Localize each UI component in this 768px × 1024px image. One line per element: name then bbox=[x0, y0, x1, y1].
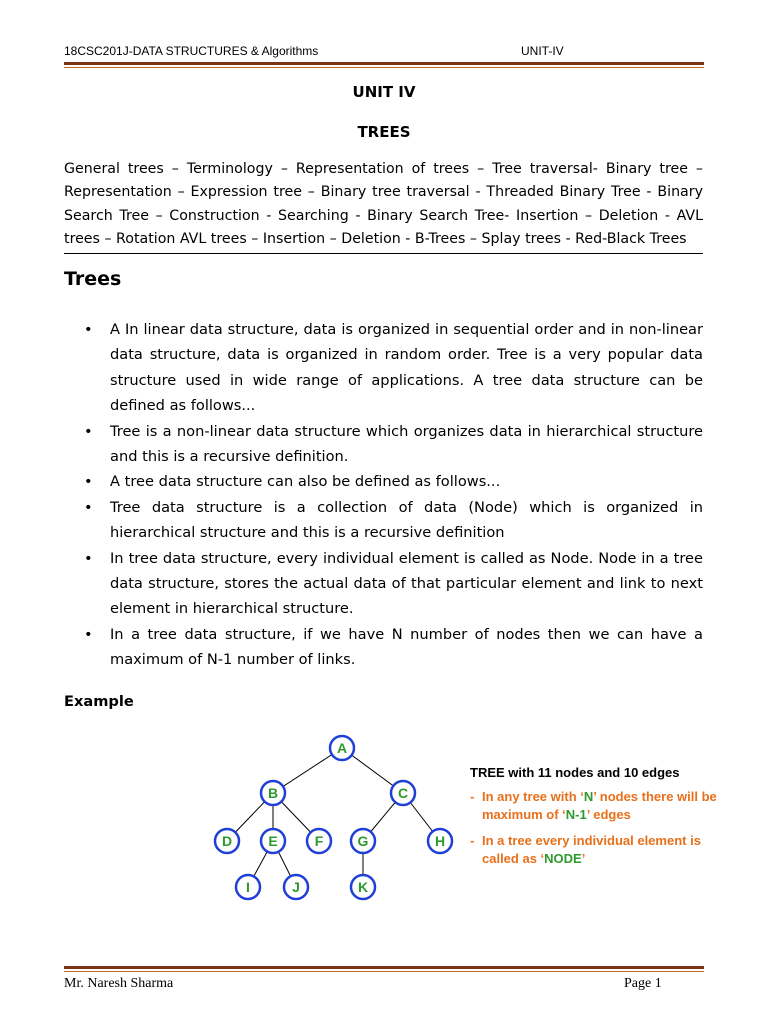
note1-text-c: ’ edges bbox=[586, 807, 631, 822]
bullet-text: A In linear data structure, data is organized in sequential order and in non-linear data structure, data is organized in random order. Tree is a very popular data structure used in wide range of applications. A tree data structure can be defined as follows... bbox=[110, 321, 703, 415]
bullet-text: Tree is a non-linear data structure which organizes data in hierarchical structure and this is a recursive definition. bbox=[110, 422, 703, 466]
tree-node-e bbox=[261, 829, 285, 853]
bullet-text: A tree data structure can also be defined as follows... bbox=[110, 473, 501, 491]
tree-node-label: B bbox=[267, 785, 279, 801]
note1-highlight-n-1: N-1 bbox=[565, 807, 587, 822]
bullet-icon: • bbox=[84, 473, 93, 491]
tree-node-g bbox=[351, 829, 375, 853]
tree-node-label: A bbox=[336, 740, 348, 756]
footer-author: Mr. Naresh Sharma bbox=[64, 976, 174, 991]
unit-title: UNIT IV bbox=[352, 83, 416, 101]
bullet-icon: • bbox=[84, 625, 93, 643]
bullet-icon: • bbox=[84, 549, 93, 567]
note-dash: - bbox=[470, 789, 475, 804]
tree-note-node bbox=[470, 832, 720, 868]
list-item bbox=[64, 419, 703, 470]
syllabus-paragraph: General trees – Terminology – Representation of trees – Tree traversal- Binary tree – Representation – Expression tree – Binary tree traversal - Threaded Binary Tree - Binary Search Tree – Construction - Searching - Binary Search Tree- Insertion – Deletion - AVL trees – Rotation AVL trees – Insertion – Deletion - B-Trees – Splay trees - Red-Black Trees bbox=[64, 158, 703, 254]
tree-node-label: C bbox=[397, 785, 409, 801]
section-heading: Trees bbox=[64, 268, 122, 290]
tree-node-a bbox=[330, 736, 354, 760]
tree-node-i bbox=[236, 875, 260, 899]
tree-nodes bbox=[215, 736, 452, 899]
tree-node-f bbox=[307, 829, 331, 853]
list-item bbox=[64, 317, 703, 419]
example-label: Example bbox=[64, 693, 134, 710]
header-unit: UNIT-IV bbox=[521, 44, 564, 58]
tree-node-c bbox=[391, 781, 415, 805]
tree-node-b bbox=[261, 781, 285, 805]
tree-notes bbox=[470, 764, 720, 876]
tree-note-edges bbox=[470, 788, 720, 824]
tree-node-label: G bbox=[357, 833, 369, 849]
note2-text-b: ’ bbox=[581, 851, 586, 866]
list-item bbox=[64, 469, 703, 494]
bullet-text: In a tree data structure, if we have N number of nodes then we can have a maximum of N-1 number of links. bbox=[110, 625, 703, 669]
tree-node-j bbox=[284, 875, 308, 899]
note1-highlight-n: N bbox=[583, 789, 594, 804]
list-item bbox=[64, 622, 703, 673]
note1-text-a: In any tree with ‘ bbox=[482, 789, 584, 804]
tree-node-label: J bbox=[292, 879, 300, 895]
tree-node-label: E bbox=[268, 833, 278, 849]
topic-title: TREES bbox=[357, 123, 411, 141]
bullet-icon: • bbox=[84, 321, 93, 338]
bullet-list bbox=[64, 317, 703, 673]
bullet-icon: • bbox=[84, 498, 93, 516]
header-course: 18CSC201J-DATA STRUCTURES & Algorithms bbox=[64, 44, 319, 58]
tree-caption: TREE with 11 nodes and 10 edges bbox=[470, 765, 680, 780]
note-dash: - bbox=[470, 833, 475, 848]
tree-diagram bbox=[205, 730, 465, 910]
bullet-text: In tree data structure, every individual element is called as Node. Node in a tree data structure, stores the actual data of that particular element and link to next element in hierarchical structure. bbox=[110, 549, 703, 618]
bullet-text: Tree data structure is a collection of data (Node) which is organized in hierarchical structure and this is a recursive definition bbox=[110, 498, 703, 542]
footer-rule-thick bbox=[64, 966, 704, 969]
tree-edges bbox=[227, 748, 440, 887]
header-rule-thick bbox=[64, 62, 704, 65]
tree-node-label: H bbox=[434, 833, 446, 849]
tree-node-label: K bbox=[357, 879, 369, 895]
tree-node-label: F bbox=[314, 833, 324, 849]
note2-highlight-node: NODE bbox=[544, 851, 582, 866]
bullet-icon: • bbox=[84, 422, 93, 440]
note1-text-b: ’ nodes there will be maximum of ‘ bbox=[482, 789, 717, 822]
tree-node-h bbox=[428, 829, 452, 853]
tree-node-label: I bbox=[246, 879, 250, 895]
footer-rule-thin bbox=[64, 971, 704, 972]
tree-node-d bbox=[215, 829, 239, 853]
footer-page-number: Page 1 bbox=[624, 976, 662, 991]
list-item bbox=[64, 546, 703, 622]
note2-text-a: In a tree every individual element is called as ‘ bbox=[482, 833, 701, 866]
list-item bbox=[64, 495, 703, 546]
tree-node-k bbox=[351, 875, 375, 899]
header-rule-thin bbox=[64, 67, 704, 68]
tree-node-label: D bbox=[221, 833, 233, 849]
